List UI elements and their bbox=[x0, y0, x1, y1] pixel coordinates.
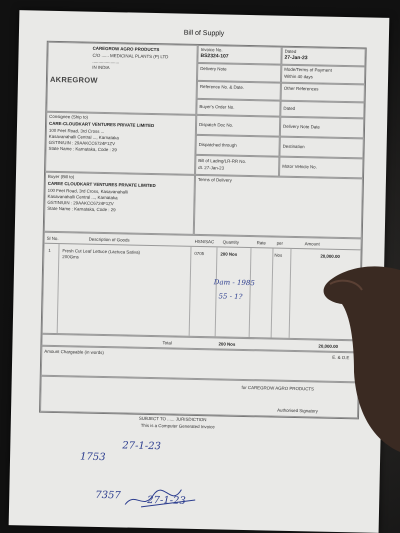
seller-address-2: ...................... bbox=[92, 58, 120, 65]
document-title: Bill of Supply bbox=[183, 29, 225, 38]
terms-label: Mode/Terms of Payment bbox=[284, 66, 332, 73]
for-company: for CAREGROW AGRO PRODUCTS bbox=[241, 384, 315, 392]
consignee-line-1: 100 Feet Road, 3rd Cross ... bbox=[48, 127, 105, 134]
header-rate: Rate bbox=[256, 240, 266, 246]
date-value: 27-Jan-23 bbox=[284, 54, 308, 62]
company-logo: AKREGROW bbox=[49, 74, 98, 85]
item-description-2: 200Gms bbox=[62, 254, 79, 260]
delivery-date-label: Delivery Note Date bbox=[283, 123, 320, 130]
seller-name: CAREGROW AGRO PRODUCTS bbox=[92, 45, 160, 53]
item-hsn: 0705 bbox=[194, 250, 205, 257]
seller-address-3: IN INDIA bbox=[92, 64, 110, 71]
handwritten-note-2: 55 - 1? bbox=[218, 292, 243, 301]
seller-address-1: C/O ...... MEDICINAL PLANTS (P) LTD bbox=[92, 52, 169, 60]
buyer-line-3: GSTIN/UIN : 29AAKCC6724F1ZV bbox=[47, 199, 114, 207]
buyer-line-1: 100 Feet Road, 3rd Cross, Kasavanahalli bbox=[47, 187, 128, 195]
handwritten-note-1: Dam - 1985 bbox=[213, 278, 255, 288]
buyer-line-4: State Name : Karnataka, Code : 29 bbox=[47, 205, 116, 213]
dispatch-doc-label: Dispatch Doc No. bbox=[199, 121, 234, 128]
item-description: Fresh Cut Leaf Lettuce (Lactuca Sativa) bbox=[62, 248, 141, 255]
other-ref-label: Other References bbox=[283, 85, 319, 92]
terms-value: Within 40 days bbox=[284, 73, 313, 80]
delivery-note-label: Delivery Note bbox=[200, 65, 227, 72]
eoe-text: E. & O.E bbox=[332, 354, 350, 361]
consignee-line-3: GSTIN/UIN : 29AAKCC6724F1ZV bbox=[48, 139, 116, 147]
buyer-label: Buyer (Bill to) bbox=[47, 173, 75, 180]
item-sl: 1 bbox=[48, 247, 51, 253]
header-amount: Amount bbox=[304, 241, 320, 247]
jurisdiction-text: SUBJECT TO ...... JURISDICTION bbox=[138, 415, 207, 423]
header-hsn: HSN/SAC bbox=[194, 238, 215, 245]
dispatched-label: Dispatched through bbox=[198, 141, 237, 148]
item-per: Nos bbox=[274, 252, 283, 258]
item-quantity: 200 Nos bbox=[220, 251, 238, 257]
vehicle-label: Motor Vehicle No. bbox=[282, 163, 317, 170]
destination-label: Destination bbox=[282, 143, 305, 150]
total-amount: 20,000.00 bbox=[318, 343, 339, 349]
terms-of-delivery-label: Terms of Delivery bbox=[197, 176, 232, 183]
handwritten-date-1: 27-1-23 bbox=[122, 440, 162, 453]
header-quantity: Quantity bbox=[222, 239, 240, 245]
bol-label: Bill of Lading/LR-RR No. bbox=[198, 157, 247, 164]
handwritten-number-1: 1753 bbox=[79, 451, 106, 464]
total-quantity: 200 Nos bbox=[218, 341, 236, 347]
header-per: per bbox=[276, 240, 284, 246]
header-description: Description of Goods bbox=[88, 236, 130, 243]
authorised-signatory: Authorised Signatory bbox=[277, 407, 318, 414]
invoice-no-value: BS2324-107 bbox=[200, 52, 229, 60]
total-label: Total bbox=[162, 340, 172, 346]
buyer-line-2: Kasavanahalli Central ..., Karnataka bbox=[47, 193, 118, 201]
computer-generated-note: This is a Computer Generated Invoice bbox=[140, 422, 215, 430]
buyer-order-date-label: Dated bbox=[283, 105, 296, 111]
item-amount: 20,000.00 bbox=[320, 253, 340, 259]
header-sl: Sl No. bbox=[46, 235, 59, 242]
amount-words-label: Amount Chargeable (in words) bbox=[44, 348, 104, 356]
handwritten-number-2: 7357 bbox=[95, 489, 121, 502]
buyer-name: CAREE CLOUDKART VENTURES PRIVATE LIMITED bbox=[47, 180, 156, 189]
invoice-no-label: Invoice No. bbox=[200, 46, 223, 53]
buyer-order-label: Buyer's Order No. bbox=[199, 103, 235, 110]
bol-date: dt. 27-Jan-23 bbox=[198, 164, 225, 171]
handwritten-date-2: 27-1-23 bbox=[147, 494, 186, 507]
consignee-line-4: State Name : Karnataka, Code : 29 bbox=[48, 145, 117, 153]
date-label: Dated bbox=[284, 48, 297, 54]
consignee-name: CARE-CLOUDKART VENTURES PRIVATE LIMITED bbox=[49, 120, 155, 129]
consignee-line-2: Kasavanahalli Central ..., Karnataka bbox=[48, 133, 119, 141]
consignee-label: Consignee (Ship to) bbox=[49, 113, 89, 120]
reference-label: Reference No. & Date. bbox=[199, 83, 245, 90]
